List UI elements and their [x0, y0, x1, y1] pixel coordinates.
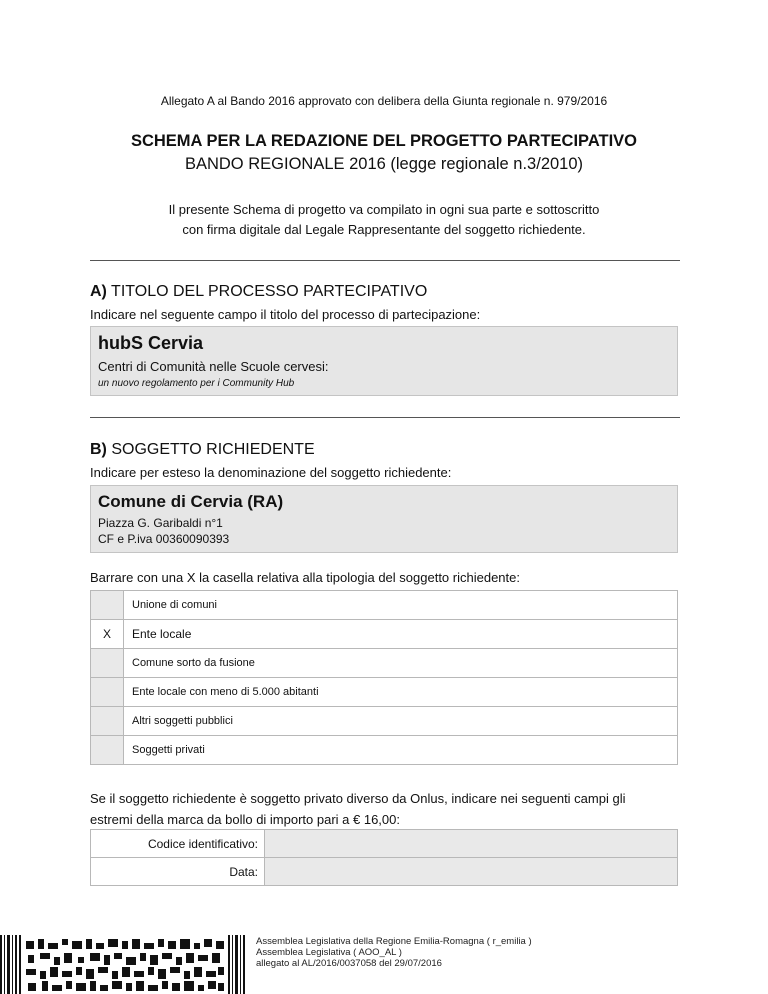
protocol-line-2: Assemblea Legislativa ( AOO_AL ): [256, 947, 402, 958]
table-row: [91, 707, 678, 736]
applicant-name-field[interactable]: [90, 485, 678, 553]
table-row: [91, 830, 678, 858]
intro-line-2: con firma digitale dal Legale Rappresentante del soggetto richiedente.: [182, 222, 586, 237]
table-row: [91, 649, 678, 678]
document-subtitle: BANDO REGIONALE 2016 (legge regionale n.3/2010): [184, 155, 584, 173]
type-checkbox[interactable]: [91, 678, 124, 707]
document-title: SCHEMA PER LA REDAZIONE DEL PROGETTO PARTECIPATIVO: [130, 132, 638, 150]
stamp-code-input[interactable]: [265, 830, 678, 858]
type-label: Ente locale con meno di 5.000 abitanti: [124, 678, 678, 707]
stamp-date-input[interactable]: [265, 858, 678, 886]
section-a-letter: A): [90, 283, 107, 300]
protocol-line-3: allegato al AL/2016/0037058 del 29/07/2016: [256, 958, 442, 969]
type-label: Unione di comuni: [124, 591, 678, 620]
process-subtitle-value: Centri di Comunità nelle Scuole cervesi:: [98, 359, 329, 374]
type-label: Comune sorto da fusione: [124, 649, 678, 678]
applicant-vat-value: CF e P.iva 00360090393: [98, 532, 230, 546]
stamp-instruction-line-2: estremi della marca da bollo di importo pari a € 16,00:: [90, 812, 400, 827]
stamp-instruction: [90, 788, 680, 830]
type-checkbox[interactable]: [91, 736, 124, 765]
applicant-address-value: Piazza G. Garibaldi n°1: [98, 516, 223, 530]
section-b-instruction: Indicare per esteso la denominazione del soggetto richiedente:: [90, 465, 452, 480]
process-title-field[interactable]: [90, 326, 678, 396]
type-checkbox[interactable]: X: [91, 620, 124, 649]
section-b-heading: [90, 441, 315, 459]
section-a-heading: [90, 283, 427, 301]
section-a-title: TITOLO DEL PROCESSO PARTECIPATIVO: [111, 283, 428, 300]
barcode-graphic: [0, 935, 245, 994]
stamp-table: [90, 829, 678, 886]
type-instruction: Barrare con una X la casella relativa alla tipologia del soggetto richiedente:: [90, 570, 520, 585]
section-b-title: SOGGETTO RICHIEDENTE: [111, 441, 315, 458]
table-row: [91, 620, 678, 649]
protocol-barcode: [0, 935, 245, 994]
protocol-line-1: Assemblea Legislativa della Regione Emilia-Romagna ( r_emilia ): [256, 936, 532, 947]
table-row: [91, 678, 678, 707]
type-checkbox[interactable]: [91, 707, 124, 736]
type-label: Soggetti privati: [124, 736, 678, 765]
applicant-type-table: [90, 590, 678, 765]
intro-line-1: Il presente Schema di progetto va compilato in ogni sua parte e sottoscritto: [168, 202, 600, 217]
stamp-instruction-line-1: Se il soggetto richiedente è soggetto privato diverso da Onlus, indicare nei seguenti campi gli: [90, 791, 626, 806]
table-row: [91, 591, 678, 620]
process-tagline-value: un nuovo regolamento per i Community Hub: [98, 378, 295, 389]
annex-line: Allegato A al Bando 2016 approvato con delibera della Giunta regionale n. 979/2016: [160, 94, 608, 108]
stamp-code-label: Codice identificativo:: [91, 830, 265, 858]
stamp-date-label: Data:: [91, 858, 265, 886]
table-row: [91, 858, 678, 886]
type-checkbox[interactable]: [91, 649, 124, 678]
type-checkbox[interactable]: [91, 591, 124, 620]
divider: [90, 260, 680, 261]
section-b-letter: B): [90, 441, 107, 458]
type-label: Altri soggetti pubblici: [124, 707, 678, 736]
protocol-stamp-text: [256, 936, 532, 969]
divider: [90, 417, 680, 418]
process-title-value: hubS Cervia: [98, 333, 204, 353]
type-label: Ente locale: [124, 620, 678, 649]
applicant-name-value: Comune di Cervia (RA): [98, 492, 284, 511]
section-a-instruction: Indicare nel seguente campo il titolo del processo di partecipazione:: [90, 307, 481, 322]
table-row: [91, 736, 678, 765]
